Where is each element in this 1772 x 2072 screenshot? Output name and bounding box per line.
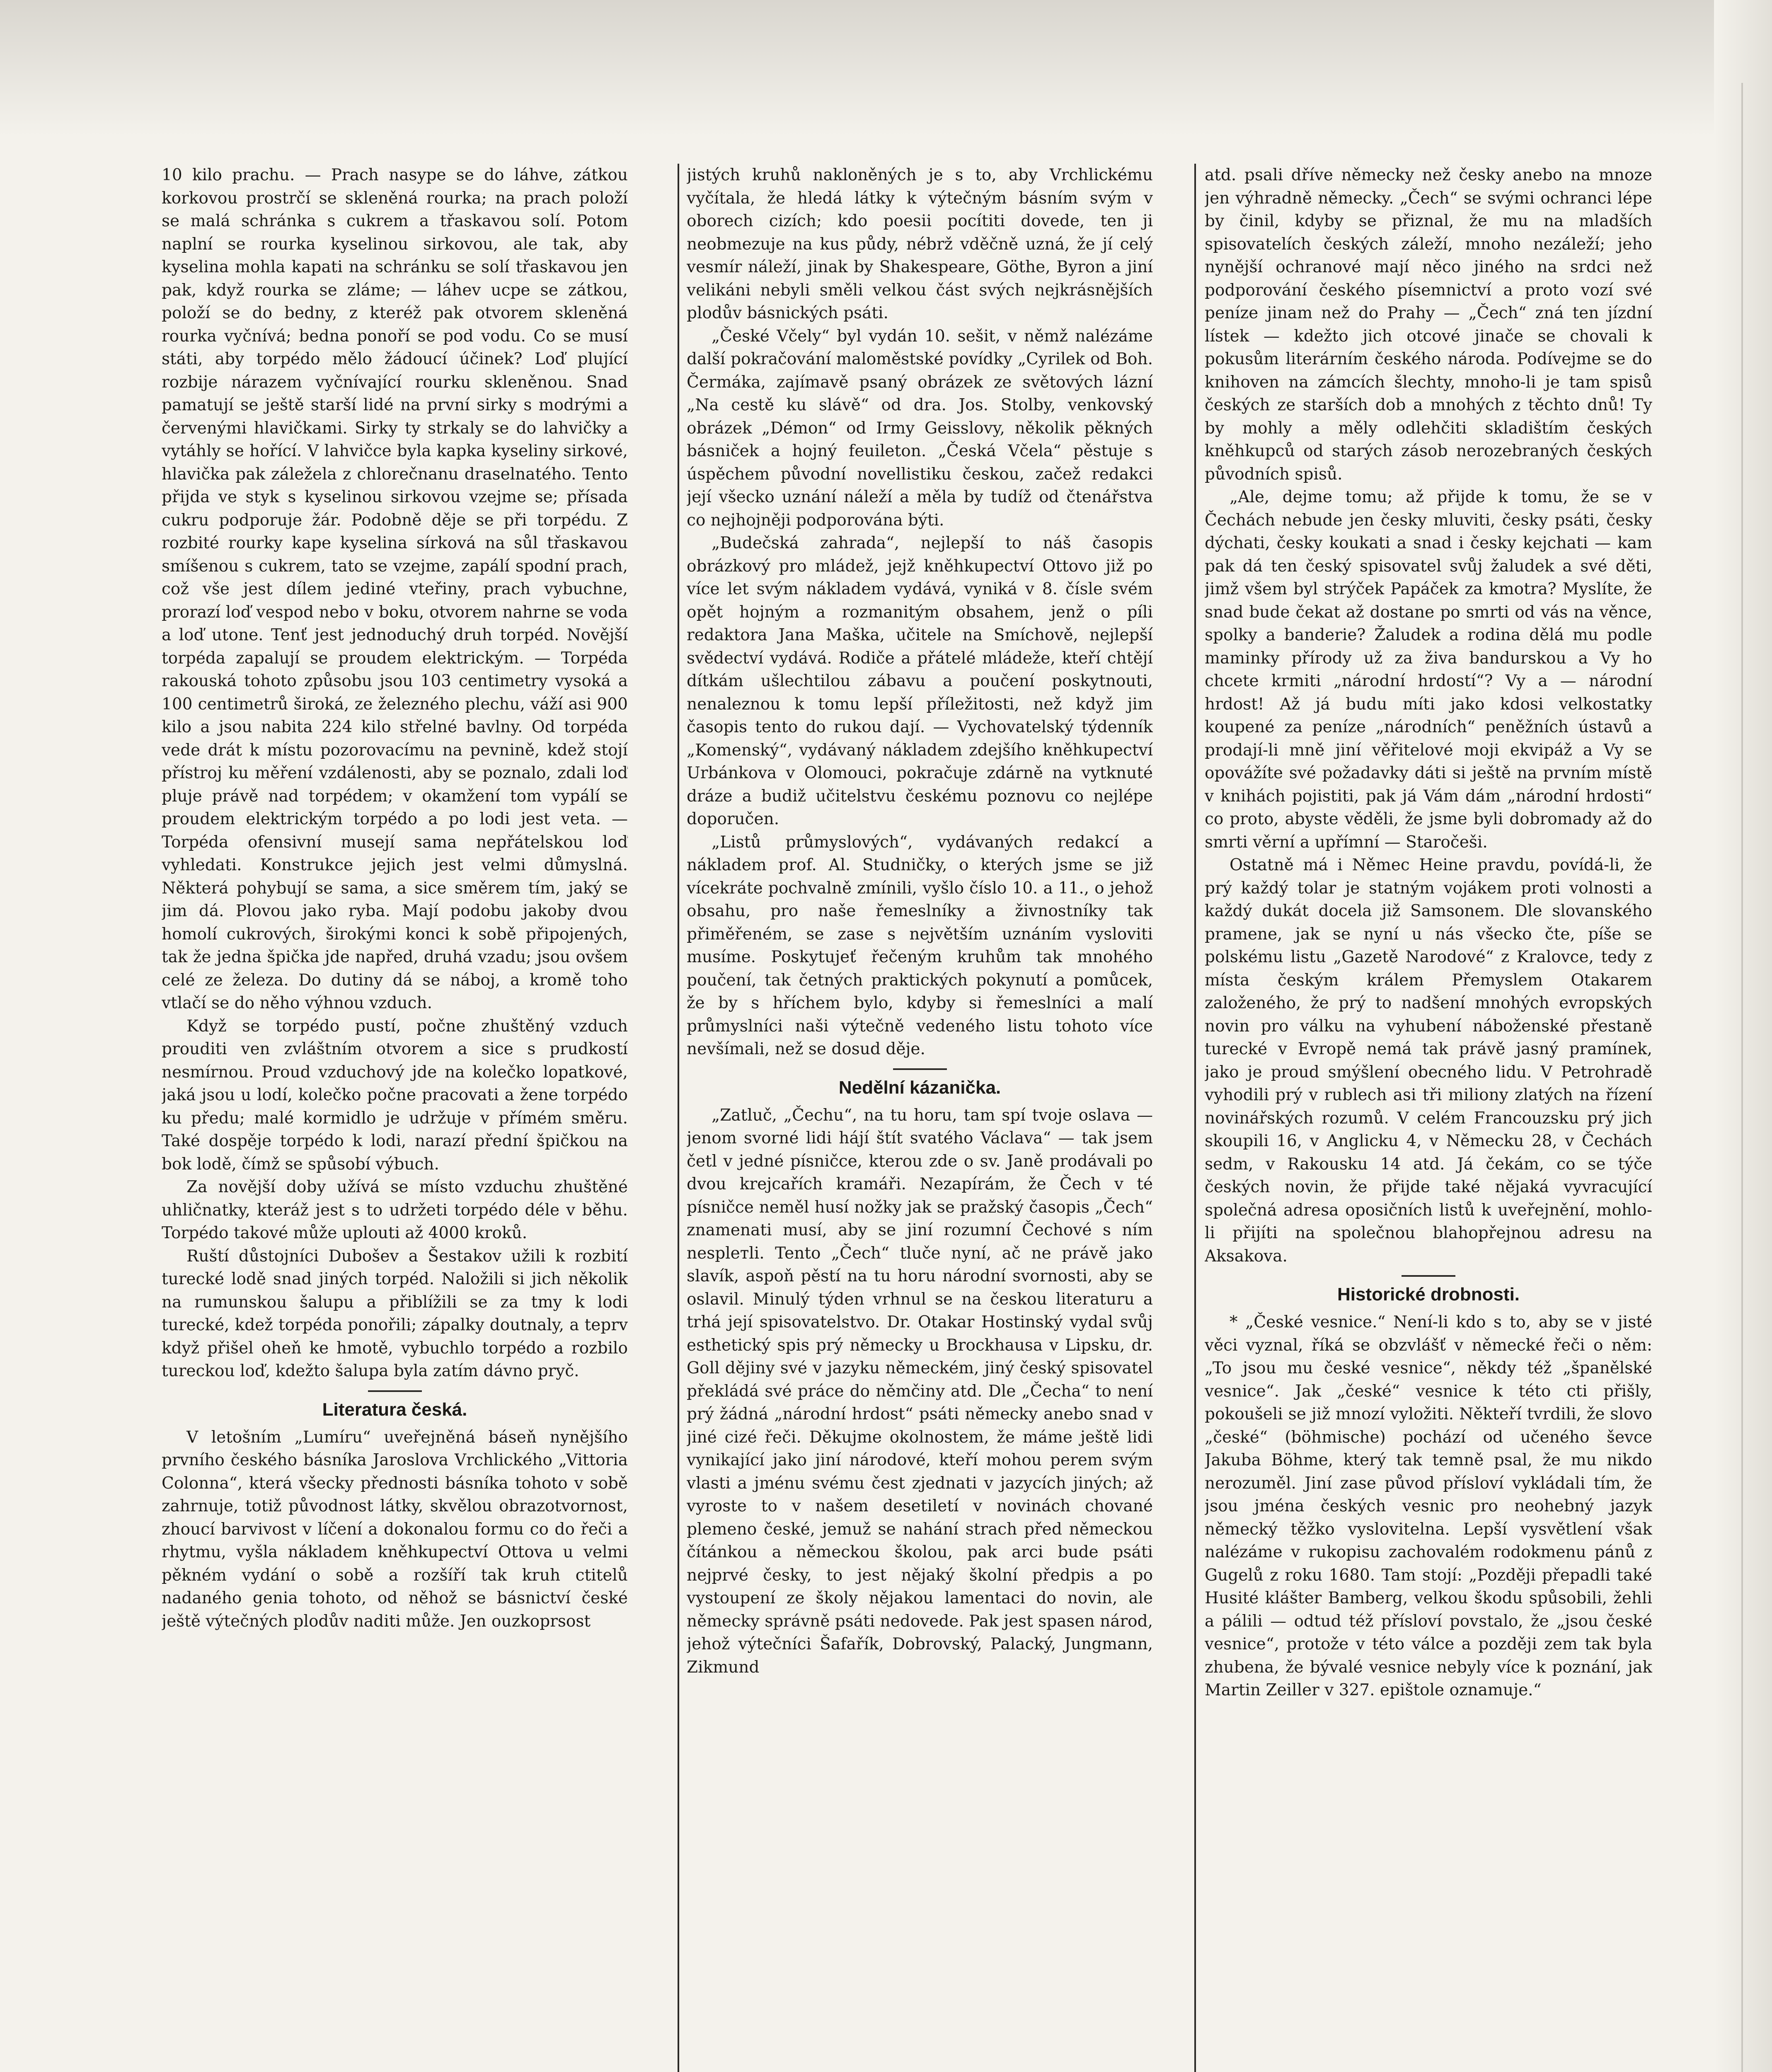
paragraph-torpedo-launch: Když se torpédo pustí, počne zhuštěný vzduch prouditi ven zvláštním otvorem a sice s prudkostí nesmírnou. Proud vzduchový jde na kolečko lopatkové, jaká jsou u lodí, kolečko počne pracovati a žene torpédo ku předu; malé kormidlo je udržuje v přímém směru. Také dospěje torpédo k lodi, narazí přední špičkou na bok lodě, čímž se spůsobí výbuch. (162, 1017, 628, 1174)
column-middle (687, 164, 1153, 2072)
page-edge (1741, 83, 1743, 2072)
column-right (1205, 164, 1652, 2072)
paragraph-ale-dejme-tomu: „Ale, dejme tomu; až přijde k tomu, že se v Čechách nebude jen česky mluviti, česky psáti, česky dýchati, česky koukati a snad i česky kejchati — kam pak dá ten český spisovatel svůj žaludek a své děti, jimž všem byl strýček Papáček za kmotra? Myslíte, že snad bude čekat až dostane po smrti od vás na věnce, spolky a banderie? Žaludek a rodina dělá mu podle maminky přírody už za živa bandurskou a Vy ho chcete krmiti „národní hrdostí“? Vy a — národní hrdost! Až já budu míti jako kdosi velkostatky koupené za peníze „národních“ peněžních ústavů a prodají-li mně jiní věřitelové moji ekvipáž a Vy se opovážíte své požadavky dáti si ještě na prvním místě v knihách pojistiti, pak já Vám dám „národní hrdosti“ co proto, abyste věděli, že jsme byli dobromady až do smrti věrní a upřímní — Staročeši. (1205, 488, 1652, 852)
paragraph-zatluc-cechu: „Zatluč, „Čechu“, na tu horu, tam spí tvoje oslava — jenom svorné lidi hájí štít svatého Václava“ — tak jsem četl v jedné písničce, kterou zde o sv. Janě prodávali po dvou krejcařích kramáři. Nezapírám, že Čech v té písničce neměl husí nožky jak se pražský časopis „Čech“ znamenati musí, aby se jiní rozumní Čechové s ním nesplетli. Tento „Čech“ tluče nyní, ač ne právě jako slavík, aspoň pěstí na tu horu národní svornosti, aby se oslavil. Minulý týden vrhnul se na českou literaturu a trhá její spisovatelstvo. Dr. Otakar Hostinský vydal svůj esthetický spis prý německy u Brockhausa v Lipsku, dr. Goll dějiny své v jazyku německém, jiný český spisovatel překládá své práce do němčiny atd. Dle „Čecha“ to není prý žádná „národní hrdost“ psáti německy anebo snad v jiné cizé řeči. Děkujme okolnostem, že máme ještě lidi vynikající jako jiní národové, kteří mohou perem svým vlasti a jménu svému čest zjednati v jazycích jiných; až vyroste to v našem desetiletí v novinách chované plemeno české, jemuž se nahání strach před německou čítánkou a německou školou, pak arci bude psáti nejprvé česky, to jest nějaký školní předpis a po vystoupení ze školy nějakou lamentaci do novin, ale německy správně psáti nedovede. Pak jest spasen národ, jehož výtečníci Šafařík, Dobrovský, Palacký, Jungmann, Zikmund (687, 1106, 1153, 1677)
paragraph-psali-nemecky: atd. psali dříve německy než česky anebo na mnoze jen výhradně německy. „Čech“ se svými ochranci lépe by činil, kdyby se přiznal, že mu na mladších spisovatelích českých záleží, mnoho nezáleží; jeho nynější ochranové mají něco jiného na srdci než podporování českého písemnictví a proto vozí své peníze jinam než do Prahy — „Čech“ zná ten jízdní lístek — kdežto jich otcové jinače se chovali k pokusům literárním českého národa. Podívejme se do knihoven na zámcích šlechty, mnoho-li je tam spisů českých ze starších dob a mnohých z těchto dnů! Ty by mohly a měly odlehčiti skladištím českých kněhkupců od starých zásob nerozebraných českých původních spisů. (1205, 166, 1652, 484)
newspaper-page (162, 164, 1652, 2072)
paragraph-listy-prumyslove: „Listů průmyslových“, vydávaných redakcí a nákladem prof. Al. Studničky, o kterých jsme se již vícekráte pochvalně zmínili, vyšlo číslo 10. a 11., o jehož obsahu, pro naše řemeslníky a živnostníky tak přiměřeném, se zase s největším uznáním vysloviti musíme. Poskytujeť řečeným kruhům tak mnohého poučení, tak četných praktických pokynutí a pomůcek, že by s hříchem bylo, kdyby si řemeslníci a malí průmyslníci naši výtečně vedeného listu tohoto více nevšímali, než se dosud děje. (687, 833, 1153, 1058)
section-heading-kazanicka: Nedělní kázanička. (838, 1077, 1001, 1098)
paragraph-ceske-vesnice: * „České vesnice.“ Není-li kdo s to, aby se v jisté věci vyznal, říká se obzvlášť v německé řeči o něm: „To jsou mu české vesnice“, někdy též „španělské vesnice“. Jak „české“ vesnice k této cti přišly, pokoušeli se již mnozí vyložiti. Někteří tvrdili, že slovo „české“ (böhmische) pochází od učeného ševce Jakuba Böhme, který tak temně psal, že mu nikdo nerozuměl. Jiní zase původ přísloví vykládali tím, že jsou jména českých vesnic pro neohebný jazyk německý těžko vyslovitelna. Lepší vysvětlení však nalézáme v rukopisu zachovalém rodokmenu pánů z Gugelů z roku 1680. Tam stojí: „Později přepadli také Husité klášter Bamberg, velkou škodu spůsobili, žehli a pálili — odtud též přísloví povstalo, že „jsou české vesnice“, protože v této válce a později zem tak byla zhubena, že bývalé vesnice nebyly více k poznání, jak Martin Zeiller v 327. epištole oznamuje.“ (1205, 1313, 1652, 1699)
scan-margin (1714, 0, 1772, 2072)
section-heading-literatura: Literatura česká. (322, 1399, 467, 1420)
section-divider (368, 1390, 422, 1392)
section-heading-historicke-drobnosti: Historické drobnosti. (1337, 1284, 1520, 1305)
scan-shadow (0, 0, 1772, 137)
paragraph-vrchlicky: jistých kruhů nakloněných je s to, aby Vrchlickému vyčítala, že hledá látky k výtečným básním svým v oborech cizích; kdo poesii pocítiti dovede, ten ji neobmezuje na kus půdy, nébrž vděčně uzná, že jí celý vesmír náleží, jinak by Shakespeare, Göthe, Byron a jiní velikáni nebyli směli velkou část svých nejkrásnějších plodův básnických psáti. (687, 166, 1153, 322)
column-rule (1194, 164, 1196, 2072)
paragraph-torpedo-newer: Za novější doby užívá se místo vzduchu zhuštěné uhličnatky, kteráž jest s to udržeti torpédo déle v běhu. Torpédo takové může uplouti až 4000 kroků. (162, 1178, 628, 1242)
section-divider (1402, 1275, 1455, 1277)
paragraph-budecska-zahrada: „Budečská zahrada“, nejlepší to náš časopis obrázkový pro mládež, jejž kněhkupectví Ottovo již po více let svým nákladem vydává, vyniká v 8. čísle svém opět hojným a rozmanitým obsahem, jenž o píli redaktora Jana Maška, učitele na Smíchově, nejlepší svědectví vydává. Rodiče a přátelé mládeže, kteří chtějí dítkám ušlechtilou zábavu a poučení poskytnouti, nenaleznou k tomu lepší příležitosti, než když jim časopis tento do rukou dají. — Vychovatelský týdenník „Komenský“, vydávaný nákladem zdejšího kněhkupectví Urbánkova v Olomouci, pokračuje zdárně na vytknuté dráze a budiž učitelstvu českému poznovu co nejlépe doporučen. (687, 534, 1153, 828)
paragraph-russian-officers: Ruští důstojníci Dubošev a Šestakov užili k rozbití turecké lodě snad jiných torpéd. Naložili si jich několik na rumunskou šalupu a přiblížili se za tmy k lodi turecké, kdež torpéda ponořili; zápalky doutnaly, a teprv když přišel oheň ke hmotě, vybuchlo torpédo a rozbilo tureckou loď, kdežto šalupa byla zatím dávno pryč. (162, 1247, 628, 1380)
column-rule (678, 164, 679, 2072)
paragraph-heine: Ostatně má i Němec Heine pravdu, povídá-li, že prý každý tolar je statným vojákem proti volnosti a každý dukát docela již Samsonem. Dle slovanského pramene, jak se nyní u nás všecko čte, píše se polskému listu „Gazetě Narodové“ z Kralovce, tedy z místa českým králem Přemyslem Otakarem založeného, že prý to nadšení mnohých evropských novin pro válku na vyhubení náboženské přestaně turecké v Evropě nemá tak právě jasný pramínek, jako je proud smýšlení obecného lidu. V Petrohradě vyhodili prý v rublech asi tři miliony zlatých na řízení novinářských rozumů. V celém Francouzsku prý jich skoupili 16, v Anglicku 4, v Německu 28, v Čechách sedm, v Rakousku 14 atd. Já čekám, co se týče českých novin, že přijde také nějaká vyvracující společná adresa oposičních listů k uveřejnění, mohlo-li přijíti na společnou blahopřejnou adresu na Aksakova. (1205, 856, 1652, 1266)
column-left (162, 164, 628, 2072)
paragraph-ceske-vcely: „České Včely“ byl vydán 10. sešit, v němž nalézáme další pokračování maloměstské povídky „Cyrilek od Boh. Čermáka, zajímavě psaný obrázek ze světových lázní „Na cestě ku slávě“ od dra. Jos. Stolby, venkovský obrázek „Démon“ od Irmy Geisslovy, několik pěkných básniček a hojný feuileton. „Česká Včela“ pěstuje s úspěchem původní novellistiku českou, začež redakci její všecko uznání náleží a měla by tudíž od čtenářstva co nejhojněji podporována býti. (687, 327, 1153, 530)
paragraph-lumir: V letošním „Lumíru“ uveřejněná báseň nynějšího prvního českého básníka Jaroslova Vrchlického „Vittoria Colonna“, která všecky přednosti básníka tohoto v sobě zahrnuje, totiž původnost látky, skvělou obrazotvornost, zhoucí barvivost v líčení a dokonalou formu co do řeči a rhytmu, vyšla nákladem kněhkupectví Ottova u velmi pěkném vydání o sobě a rozšíří tak kruh ctitelů nadaného genia tohoto, od něhož se básnictví české ještě výtečných plodův naditi může. Jen ouzkoprsost (162, 1428, 628, 1631)
section-divider (893, 1068, 947, 1070)
paragraph-torpedo-construction: 10 kilo prachu. — Prach nasype se do láhve, zátkou korkovou prostrčí se skleněná rourka; na prach položí se malá schránka s cukrem a třaskavou solí. Potom naplní se rourka kyselinou sirkovou, ale tak, aby kyselina mohla kapati na schránku se solí třaskavou jen pak, když rourka se zláme; — láhev ucpe se zátkou, položí se do bedny, z kteréž pak otvorem skleněná rourka vyčnívá; bedna ponoří se pod vodu. Co se musí státi, aby torpédo mělo žádoucí účinek? Loď plující rozbije nárazem vyčnívající rourku skleněnou. Snad pamatují se ještě starší lidé na první sirky s modrými a červenými hlavičkami. Sirky ty strkaly se do lahvičky a vytáhly se hořící. V lahvičce byla kapka kyseliny sirkové, hlavička pak záležela z chlorečnanu draselnatého. Tento přijda ve styk s kyselinou sirkovou vzejme se; přísada cukru podporuje žár. Podobně děje se při torpédu. Z rozbité rourky kape kyselina sírková na sůl třaskavou smíšenou s cukrem, tato se vzejme, zapálí spodní prach, což vše jest dílem jediné vteřiny, prach vybuchne, prorazí loď vespod nebo v boku, otvorem nahrne se voda a loď utone. Tenť jest jednoduchý druh torpéd. Novější torpéda zapalují se proudem elektrickým. — Torpéda rakouská tohoto způsobu jsou 103 centimetry vysoká a 100 centimetrů široká, ze železného plechu, váží asi 900 kilo a jsou nabita 224 kilo střelné bavlny. Od torpéda vede drát k místu pozorovacímu na pevnině, kdež stojí přístroj ku měření vzdálenosti, aby se poznalo, zdali loď pluje právě nad torpédem; v okamžení tom vypálí se proudem elektrickým torpédo a po lodi jest veta. — Torpéda ofensivní musejí sama nepřátelskou loď vyhledati. Konstrukce jejich jest velmi důmyslná. Některá pohybují se sama, a sice směrem tím, jaký se jim dá. Plovou jako ryba. Mají podobu jakoby dvou homolí cukrových, širokými konci k sobě připojených, tak že jedna špička jde napřed, druhá vzadu; jsou ovšem celé ze železa. Do dutiny dá se náboj, a kromě toho vtlačí se do něho výhnou vzduch. (162, 166, 628, 1012)
